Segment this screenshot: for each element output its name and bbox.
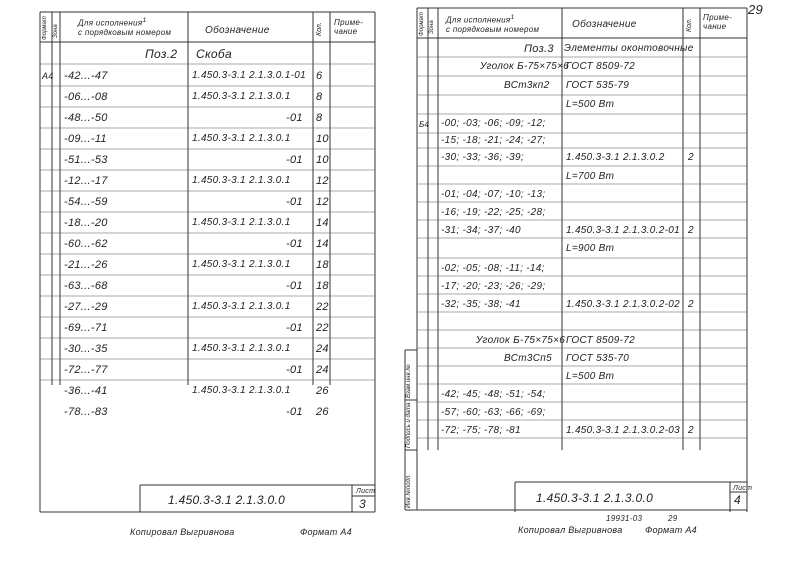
group-4-line-3: -72; -75; -78; -81 <box>441 425 521 436</box>
row-variant: -69...-71 <box>64 322 108 334</box>
sheet-label-r: Лист <box>733 485 753 492</box>
row-designation: -01 <box>286 196 303 208</box>
row-designation: -01 <box>286 364 303 376</box>
group-2-designation: 1.450.3-3.1 2.1.3.0.2-01 <box>566 225 680 236</box>
col-variants-sub: с порядковым номером <box>78 27 172 37</box>
col-designation-header: Обозначение <box>205 25 270 36</box>
row-variant: -60...-62 <box>64 238 108 250</box>
length-3: L=900 Вт <box>566 243 615 254</box>
position-label-r: Поз.3 <box>524 43 554 55</box>
copied-by-r: Копировал Выгривнова <box>518 525 623 535</box>
position-label: Поз.2 <box>145 47 178 61</box>
angle-2-std: ГОСТ 8509-72 <box>566 335 635 346</box>
group-1-line-2: -15; -18; -21; -24; -27; <box>441 135 546 146</box>
group-3-line-3: -32; -35; -38; -41 <box>441 299 521 310</box>
row-quantity: 26 <box>316 406 329 418</box>
format-label: Формат А4 <box>300 527 352 537</box>
side-label-original: Инв.№подл. <box>406 474 412 508</box>
row-quantity: 18 <box>316 259 329 271</box>
row-designation: 1.450.3-3.1 2.1.3.0.1 <box>192 91 291 102</box>
position-name-r: Элементы оконтовочные <box>564 43 694 54</box>
row-variant: -09...-11 <box>64 133 107 145</box>
row-designation: 1.450.3-3.1 2.1.3.0.1 <box>192 175 291 186</box>
row-quantity: 22 <box>316 301 329 313</box>
row-variant: -12...-17 <box>64 175 108 187</box>
steel-1-std: ГОСТ 535-79 <box>566 80 630 91</box>
col-designation-header-r: Обозначение <box>572 19 637 30</box>
copied-by: Копировал Выгривнова <box>130 527 235 537</box>
row-quantity: 24 <box>316 343 329 355</box>
row-variant: -54...-59 <box>64 196 108 208</box>
group-2-line-1: -01; -04; -07; -10; -13; <box>441 189 546 200</box>
group-1-qty: 2 <box>688 152 694 163</box>
col-variants-mark: 1 <box>142 17 147 24</box>
length-2: L=700 Вт <box>566 171 615 182</box>
row-quantity: 12 <box>316 175 329 187</box>
group-2-line-3: -31; -34; -37; -40 <box>441 225 521 236</box>
col-variants-header <box>78 16 171 37</box>
col-variants-title: Для исполнения <box>78 18 143 28</box>
row-designation: -01 <box>286 154 303 166</box>
row-designation: -01 <box>286 322 303 334</box>
col-variants-mark-r: 1 <box>510 14 515 21</box>
group-4-line-2: -57; -60; -63; -66; -69; <box>441 407 546 418</box>
row-variant: -18...-20 <box>64 217 108 229</box>
row-quantity: 12 <box>316 196 329 208</box>
row-variant: -42...-47 <box>64 70 108 82</box>
group-3-qty: 2 <box>688 299 694 310</box>
row-designation: 1.450.3-3.1 2.1.3.0.1 <box>192 217 291 228</box>
row-quantity: 14 <box>316 217 329 229</box>
page-number: 29 <box>748 2 764 17</box>
row-quantity: 26 <box>316 385 329 397</box>
row-quantity: 22 <box>316 322 329 334</box>
document-code-r: 1.450.3-3.1 2.1.3.0.0 <box>536 491 654 505</box>
length-1: L=500 Вт <box>566 99 615 110</box>
group-2-line-2: -16; -19; -22; -25; -28; <box>441 207 546 218</box>
col-zone-header: Зона <box>53 24 59 38</box>
position-name: Скоба <box>196 47 232 61</box>
col-format-header: Формат <box>42 16 48 40</box>
row-variant: -36...-41 <box>64 385 108 397</box>
col-variants-sub-r: с порядковым номером <box>446 24 540 34</box>
row-designation: 1.450.3-3.1 2.1.3.0.1 <box>192 301 291 312</box>
angle-1-std: ГОСТ 8509-72 <box>566 61 635 72</box>
row-variant: -63...-68 <box>64 280 108 292</box>
col-qty-header: Кол. <box>316 22 323 36</box>
stamp-page: 29 <box>668 514 678 523</box>
row-designation: 1.450.3-3.1 2.1.3.0.1 <box>192 133 291 144</box>
row-variant: -51...-53 <box>64 154 108 166</box>
row-quantity: 8 <box>316 112 323 124</box>
row-designation: -01 <box>286 406 303 418</box>
row-variant: -48...-50 <box>64 112 108 124</box>
group-4-designation: 1.450.3-3.1 2.1.3.0.2-03 <box>566 425 680 436</box>
side-label-replacement: Взам.инв.№ <box>406 364 412 398</box>
group-1-line-1: -00; -03; -06; -09; -12; <box>441 118 546 129</box>
group-4-line-1: -42; -45; -48; -51; -54; <box>441 389 546 400</box>
group-3-line-1: -02; -05; -08; -11; -14; <box>441 263 545 274</box>
row-quantity: 6 <box>316 70 323 82</box>
row-quantity: 24 <box>316 364 329 376</box>
row-variant: -72...-77 <box>64 364 108 376</box>
steel-2-std: ГОСТ 535-70 <box>566 353 630 364</box>
row-designation: 1.450.3-3.1 2.1.3.0.1 <box>192 259 291 270</box>
row-quantity: 14 <box>316 238 329 250</box>
length-4: L=500 Вт <box>566 371 615 382</box>
right-sheet <box>400 0 800 566</box>
row-designation: -01 <box>286 280 303 292</box>
sheet-number: 3 <box>359 497 366 511</box>
row-designation: -01 <box>286 112 303 124</box>
group-3-line-2: -17; -20; -23; -26; -29; <box>441 281 546 292</box>
group-4-qty: 2 <box>688 425 694 436</box>
row-quantity: 10 <box>316 154 329 166</box>
row-designation: 1.450.3-3.1 2.1.3.0.1 <box>192 385 291 396</box>
sheet-label: Лист <box>356 488 376 495</box>
row-variant: -27...-29 <box>64 301 108 313</box>
group-3-designation: 1.450.3-3.1 2.1.3.0.2-02 <box>566 299 680 310</box>
row-designation: -01 <box>286 238 303 250</box>
row-designation: 1.450.3-3.1 2.1.3.0.1 <box>192 343 291 354</box>
col-zone-header-r: Зона <box>429 20 435 34</box>
col-note-header: Приме- чание <box>334 18 364 36</box>
row-quantity: 18 <box>316 280 329 292</box>
sheet-number-r: 4 <box>734 493 741 507</box>
stamp-number: 19931-03 <box>606 514 643 523</box>
side-label-signature: Подпись и дата <box>406 402 412 448</box>
steel-1: ВСт3кп2 <box>504 80 550 91</box>
angle-1: Уголок Б-75×75×6 <box>480 61 570 72</box>
row-quantity: 8 <box>316 91 323 103</box>
col-format-header-r: Формат <box>419 12 425 36</box>
row-variant: -30...-35 <box>64 343 108 355</box>
angle-2: Уголок Б-75×75×6 <box>476 335 566 346</box>
col-note-header-r: Приме- чание <box>703 13 733 31</box>
row-variant: -78...-83 <box>64 406 108 418</box>
steel-2: ВСт3Сп5 <box>504 353 552 364</box>
group-2-qty: 2 <box>688 225 694 236</box>
row-variant: -06...-08 <box>64 91 108 103</box>
format-code: А4 <box>42 71 54 81</box>
col-variants-title-r: Для исполнения <box>446 15 511 25</box>
group-1-designation: 1.450.3-3.1 2.1.3.0.2 <box>566 152 665 163</box>
col-qty-header-r: Кол. <box>686 18 693 32</box>
document-code: 1.450.3-3.1 2.1.3.0.0 <box>168 493 286 507</box>
format-code-r: Б4 <box>419 120 430 129</box>
group-1-line-3: -30; -33; -36; -39; <box>441 152 524 163</box>
row-variant: -21...-26 <box>64 259 108 271</box>
col-variants-header-r <box>446 13 539 34</box>
row-designation: 1.450.3-3.1 2.1.3.0.1-01 <box>192 70 306 81</box>
row-quantity: 10 <box>316 133 329 145</box>
format-label-r: Формат А4 <box>645 525 697 535</box>
